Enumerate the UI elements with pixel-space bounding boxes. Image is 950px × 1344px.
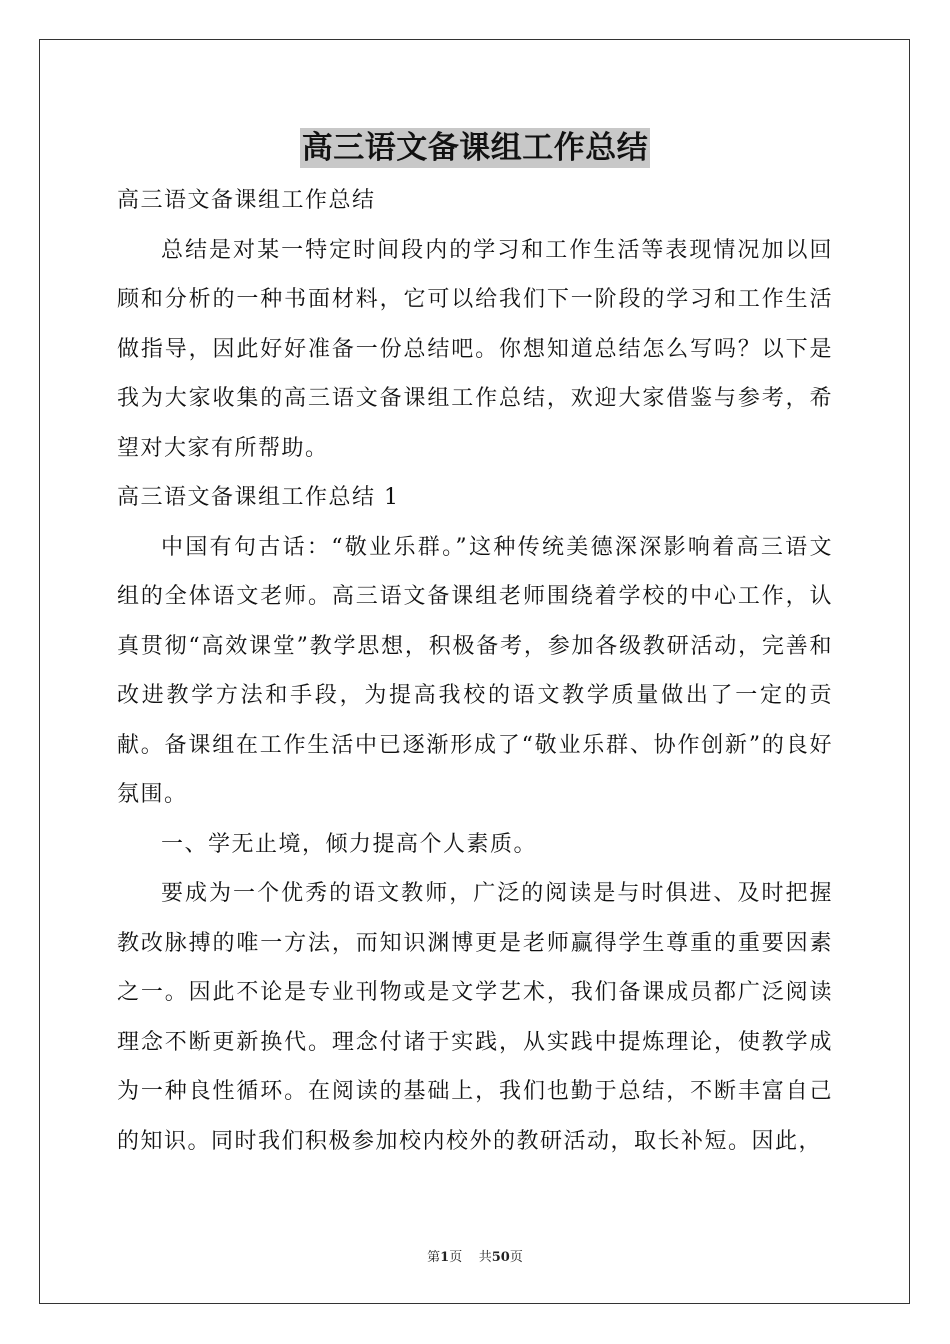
section-heading: 高三语文备课组工作总结 1 [117, 485, 400, 510]
total-pages: 50 [491, 1250, 510, 1265]
title-container [0, 128, 950, 168]
subtitle-paragraph: 高三语文备课组工作总结 [117, 188, 376, 213]
body-paragraph: 中国有句古话：“敬业乐群。”这种传统美德深深影响着高三语文组的全体语文老师。高三语文备课组老师围绕着学校的中心工作，认真贯彻“高效课堂”教学思想，积极备考，参加各级教研活动，完善和改进教学方法和手段，为提高我校的语文教学质量做出了一定的贡献。备课组在工作生活中已逐渐形成了“敬业乐群、协作创新”的良好氛围。 [117, 534, 833, 807]
document-title: 高三语文备课组工作总结 [301, 130, 649, 166]
document-body [117, 176, 833, 1166]
subsection-heading: 一、学无止境，倾力提高个人素质。 [161, 831, 538, 857]
body-paragraph: 要成为一个优秀的语文教师，广泛的阅读是与时俱进、及时把握教改脉搏的唯一方法，而知识渊博更是老师赢得学生尊重的重要因素之一。因此不论是专业刊物或是文学艺术，我们备课成员都广泛阅读理念不断更新换代。理念付诸于实践，从实践中提炼理论，使教学成为一种良性循环。在阅读的基础上，我们也勤于总结，不断丰富自己的知识。同时我们积极参加校内校外的教研活动，取长补短。因此， [117, 881, 833, 1154]
footer-total-prefix: 共 [478, 1250, 492, 1265]
page-number: 1 [440, 1250, 450, 1265]
page-footer [0, 1246, 950, 1265]
footer-page-suffix: 页 [449, 1250, 463, 1265]
footer-total-suffix: 页 [509, 1250, 523, 1265]
footer-prefix: 第 [427, 1250, 441, 1265]
intro-paragraph: 总结是对某一特定时间段内的学习和工作生活等表现情况加以回顾和分析的一种书面材料，它可以给我们下一阶段的学习和工作生活做指导，因此好好准备一份总结吧。你想知道总结怎么写吗？以下是我为大家收集的高三语文备课组工作总结，欢迎大家借鉴与参考，希望对大家有所帮助。 [117, 237, 833, 461]
